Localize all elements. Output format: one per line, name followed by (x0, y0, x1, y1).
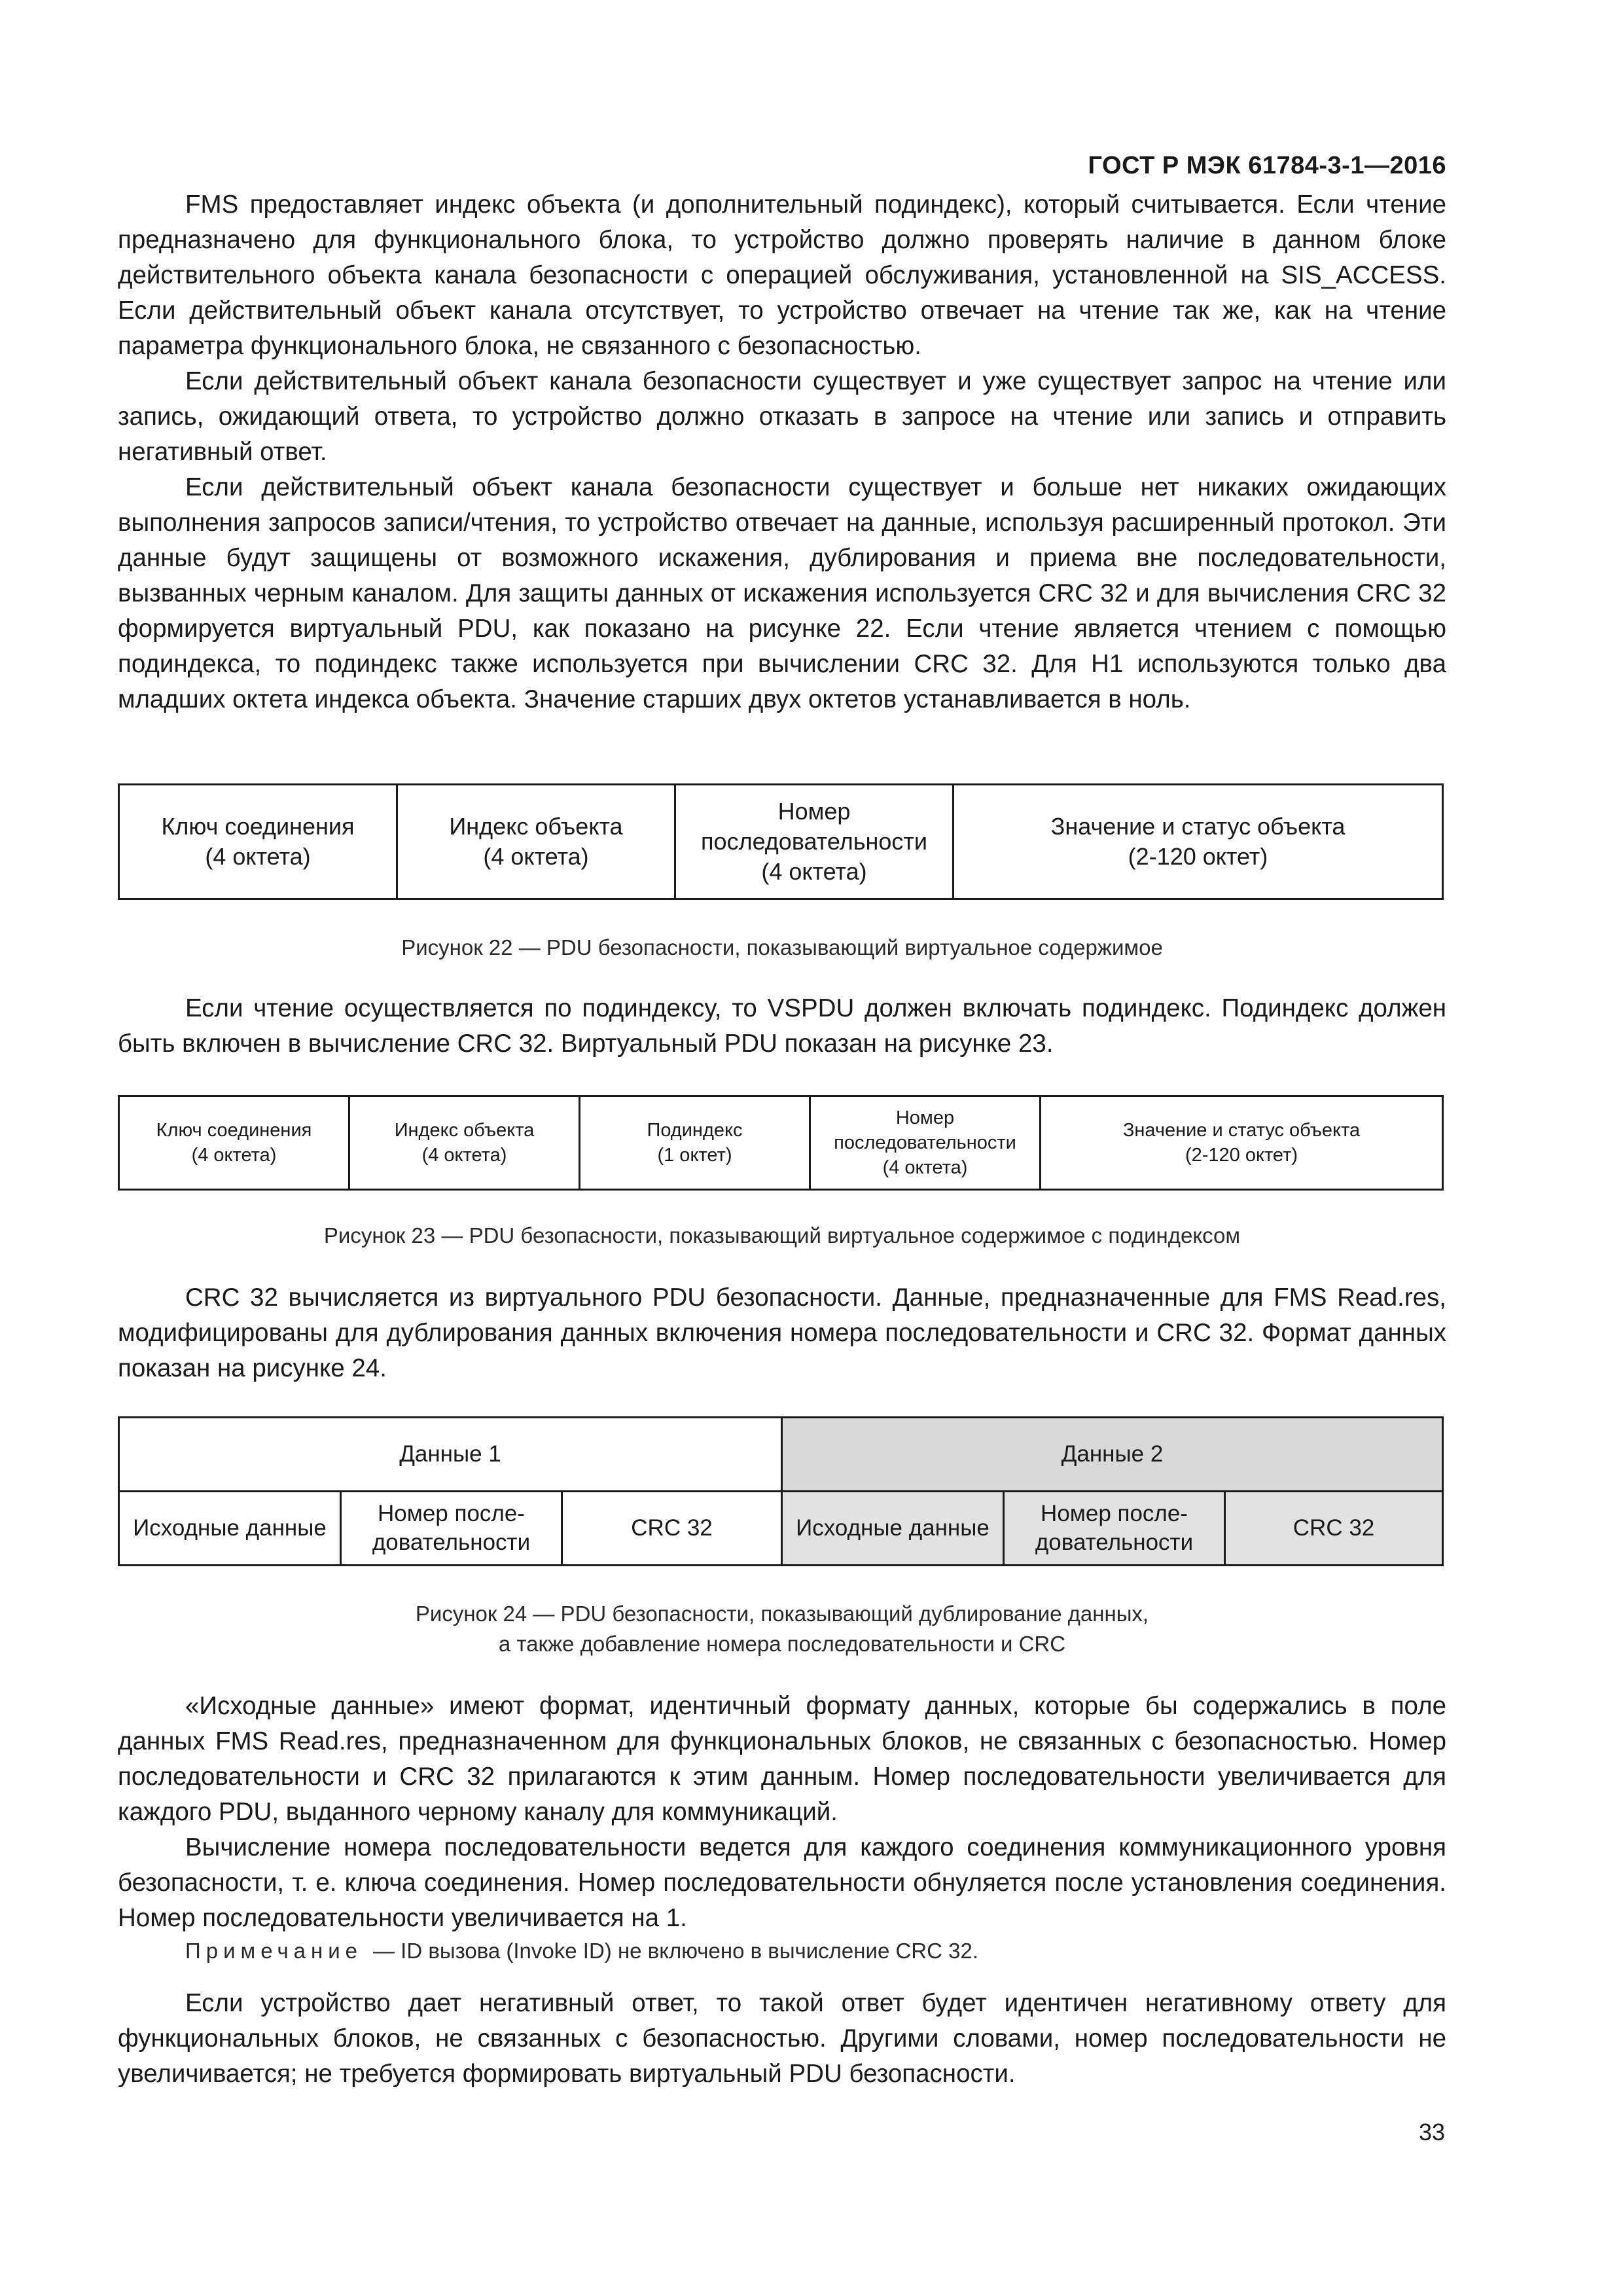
text-block-4 (118, 1689, 1446, 1936)
cell-line: (4 октета) (205, 843, 311, 870)
figure-22-cell (675, 785, 954, 899)
crc-cell: CRC 32 (562, 1492, 782, 1566)
cell-line: Значение и статус объекта (1050, 813, 1346, 840)
figure-23-cell (1041, 1096, 1443, 1190)
caption-line: Рисунок 24 — PDU безопасности, показывающий дублирование данных, (415, 1602, 1149, 1626)
caption-line: а также добавление номера последовательности и CRC (498, 1632, 1066, 1656)
figure-23-cell (349, 1096, 580, 1190)
cell-line: (2-120 октет) (1128, 843, 1268, 870)
text-block-2 (118, 991, 1446, 1062)
cell-line: последовательности (701, 828, 927, 855)
figure-22-cell (954, 785, 1443, 899)
cell-line: (4 октета) (483, 843, 589, 870)
figure-22-cell (397, 785, 675, 899)
paragraph: Если устройство дает негативный ответ, то такой ответ будет идентичен негативному ответу для функциональных блоков, не связанных с безопасностью. Другими словами, номер последовательности не увеличивается; не требуется формировать виртуальный PDU безопасности. (118, 1989, 1446, 2088)
sequence-number-cell (341, 1492, 562, 1566)
document-header: ГОСТ Р МЭК 61784-3-1—2016 (1088, 152, 1446, 179)
cell-line: Номер после- (1041, 1501, 1188, 1526)
paragraph: Если действительный объект канала безопасности существует и больше нет никаких ожидающих выполнения запросов записи/чтения, то устройство отвечает на данные, используя расширенный протокол. Эти данные будут защищены от возможного искажения, дублирования и приема вне последовательности, вызванных черным каналом. Для защиты данных от искажения используется CRC 32 и для вычисления CRC 32 формируется виртуальный PDU, как показано на рисунке 22. Если чтение является чтением с помощью подиндекса, то подиндекс также используется при вычислении CRC 32. Для H1 используются только два младших октета индекса объекта. Значение старших двух октетов устанавливается в ноль. (118, 473, 1446, 713)
paragraph: FMS предоставляет индекс объекта (и дополнительный подиндекс), который считывается. Если чтение предназначено для функционального блока, то устройство должно проверять наличие в данном блоке действительного объекта канала безопасности с операцией обслуживания, установленной на SIS_ACCESS. Если действительный объект канала отсутствует, то устройство отвечает на чтение так же, как на чтение параметра функционального блока, не связанного с безопасностью. (118, 190, 1446, 360)
figure-23-cell (810, 1096, 1041, 1190)
figure-22-table (118, 783, 1444, 900)
figure-23-cell (580, 1096, 810, 1190)
figure-23-cell (119, 1096, 349, 1190)
cell-line: (2-120 октет) (1185, 1145, 1298, 1166)
cell-line: (4 октета) (882, 1157, 968, 1178)
source-data-cell: Исходные данные (782, 1492, 1004, 1566)
cell-line: последовательности (834, 1132, 1016, 1153)
sequence-number-cell (1004, 1492, 1225, 1566)
cell-line: довательности (372, 1530, 531, 1555)
cell-line: Номер после- (378, 1501, 525, 1526)
cell-line: (4 октета) (421, 1145, 507, 1166)
data-2-header: Данные 2 (782, 1418, 1443, 1492)
cell-line: Подиндекс (647, 1120, 743, 1141)
cell-line: довательности (1035, 1530, 1194, 1555)
figure-23-table (118, 1095, 1444, 1191)
figure-24-caption (118, 1599, 1446, 1659)
cell-line: Индекс объекта (449, 813, 623, 840)
paragraph: CRC 32 вычисляется из виртуального PDU безопасности. Данные, предназначенные для FMS Read.res, модифицированы для дублирования данных включения номера последовательности и CRC 32. Формат данных показан на рисунке 24. (118, 1283, 1446, 1382)
cell-line: Индекс объекта (394, 1120, 535, 1141)
note (185, 1936, 1429, 1966)
note-text: — ID вызова (Invoke ID) не включено в вычисление CRC 32. (373, 1939, 978, 1963)
figure-22-cell (119, 785, 397, 899)
cell-line: Ключ соединения (156, 1120, 312, 1141)
crc-cell: CRC 32 (1225, 1492, 1443, 1566)
cell-line: Номер (895, 1107, 955, 1128)
cell-line: (4 октета) (191, 1145, 277, 1166)
text-block-3 (118, 1280, 1446, 1386)
figure-22-caption: Рисунок 22 — PDU безопасности, показывающий виртуальное содержимое (401, 935, 1163, 960)
data-1-header: Данные 1 (119, 1418, 782, 1492)
paragraph: Если чтение осуществляется по подиндексу, то VSPDU должен включать подиндекс. Подиндекс должен быть включен в вычисление CRC 32. Виртуальный PDU показан на рисунке 23. (118, 994, 1446, 1058)
figure-23-caption: Рисунок 23 — PDU безопасности, показывающий виртуальное содержимое с подиндексом (323, 1223, 1241, 1247)
text-block-1 (118, 187, 1446, 717)
note-label: Примечание (185, 1939, 363, 1963)
text-block-5 (118, 1986, 1446, 2092)
figure-24-table (118, 1416, 1444, 1566)
cell-line: (1 октет) (657, 1145, 732, 1166)
cell-line: (4 октета) (761, 858, 867, 885)
cell-line: Значение и статус объекта (1122, 1120, 1361, 1141)
paragraph: Если действительный объект канала безопасности существует и уже существует запрос на чтение или запись, ожидающий ответа, то устройство должно отказать в запросе на чтение или запись и отправить негативный ответ. (118, 367, 1446, 466)
page-number: 33 (1418, 2119, 1445, 2145)
source-data-cell: Исходные данные (119, 1492, 341, 1566)
paragraph: Вычисление номера последовательности ведется для каждого соединения коммуникационного уровня безопасности, т. е. ключа соединения. Номер последовательности обнуляется после установления соединения. Номер последовательности увеличивается на 1. (118, 1833, 1446, 1932)
paragraph: «Исходные данные» имеют формат, идентичный формату данных, которые бы содержались в поле данных FMS Read.res, предназначенном для функциональных блоков, не связанных с безопасностью. Номер последовательности и CRC 32 прилагаются к этим данным. Номер последовательности увеличивается для каждого PDU, выданного черному каналу для коммуникаций. (118, 1692, 1446, 1826)
cell-line: Ключ соединения (161, 813, 355, 840)
cell-line: Номер (777, 798, 851, 825)
